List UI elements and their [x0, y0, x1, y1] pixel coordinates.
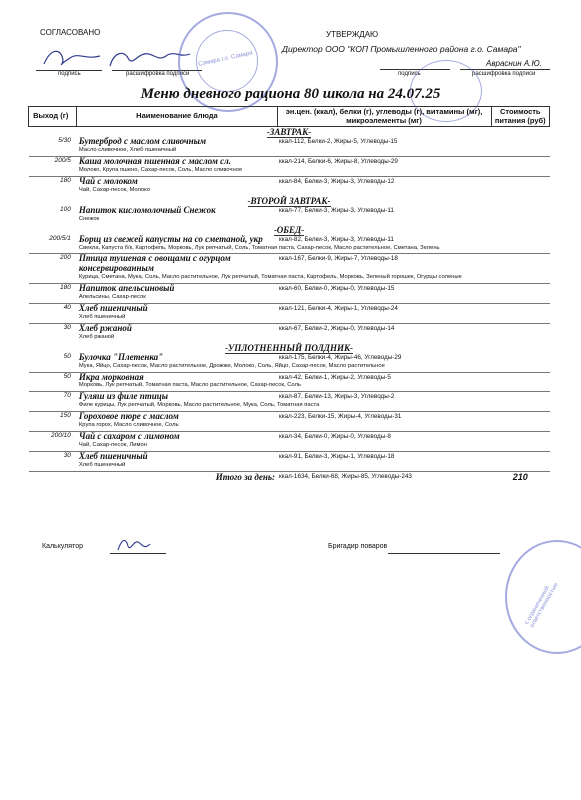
item-output: 180: [29, 284, 77, 294]
menu-item-row: [29, 392, 550, 402]
spacer: [29, 442, 77, 451]
item-nutrition: ккал-214, Белки-6, Жиры-8, Углеводы-29: [277, 157, 491, 167]
spacer: [29, 245, 77, 254]
spacer: [29, 294, 77, 303]
item-ingredients: Хлеб ржаной: [78, 333, 115, 340]
spacer: [29, 147, 77, 156]
item-price: [491, 372, 550, 382]
spacer: [29, 314, 77, 323]
item-output: 50: [63, 352, 71, 360]
menu-item-row: [29, 157, 550, 167]
item-name: Хлеб ржаной: [77, 323, 277, 333]
item-output: 200/5: [29, 157, 77, 167]
menu-item-row: [29, 451, 550, 461]
item-nutrition: ккал-77, Белки-3, Жиры-3, Углеводы-11: [279, 206, 394, 214]
item-price: [491, 284, 550, 294]
item-price: [491, 254, 550, 274]
section-title: -ОБЕД-: [273, 224, 305, 235]
item-name: Хлеб пшеничный: [77, 304, 277, 314]
item-nutrition: ккал-112, Белки-2, Жиры-5, Углеводы-15: [279, 138, 398, 146]
item-price: [491, 157, 550, 167]
item-output: 30: [29, 323, 77, 333]
item-nutrition: ккал-60, Белки-0, Жиры-0, Углеводы-15: [277, 284, 491, 294]
approver-role: Директор ООО "КОП Промышленного района г.о. Самара": [282, 44, 521, 54]
item-ingredients: Мука, Яйцо, Сахар-песок, Масло растительное, Дрожжи, Молоко, Соль, Яйцо, Сахар-песок, Масло растительное: [78, 362, 385, 369]
menu-table: [28, 106, 550, 482]
item-name: Гуляш из филе птицы: [77, 392, 277, 402]
item-price: [491, 137, 550, 147]
spacer: [29, 382, 77, 391]
item-price: [491, 304, 550, 314]
section-title: -ВТОРОЙ ЗАВТРАК-: [247, 195, 331, 206]
item-nutrition: ккал-87, Белки-13, Жиры-3, Углеводы-2: [277, 392, 491, 402]
menu-item-row: [29, 323, 550, 333]
item-price: [491, 235, 550, 245]
item-ingredients: Филе курицы, Лук репчатый, Морковь, Масло растительное, Мука, Соль, Томатная паста: [78, 402, 320, 409]
spacer: [29, 274, 77, 283]
item-name: Борщ из свежей капусты на со сметаной, укр: [78, 233, 263, 244]
menu-item-ingredients-row: [29, 363, 550, 372]
spacer: [29, 334, 77, 343]
item-ingredients: Чай, Сахар-песок, Молоко: [78, 186, 150, 193]
item-output: 40: [29, 304, 77, 314]
spacer: [29, 462, 77, 471]
spacer: [29, 363, 77, 372]
item-output: 200/5/1: [49, 234, 71, 242]
signature-caption: подпись: [398, 71, 421, 77]
menu-item-row: [29, 304, 550, 314]
item-price: [491, 432, 550, 442]
spacer: [29, 422, 77, 431]
item-nutrition: ккал-167, Белки-9, Жиры-7, Углеводы-18: [277, 254, 491, 274]
signature-caption: подпись: [58, 71, 81, 77]
item-nutrition: ккал-67, Белки-2, Жиры-0, Углеводы-14: [277, 323, 491, 333]
item-name: Чай с молоком: [77, 176, 277, 186]
item-price: [491, 451, 550, 461]
item-ingredients: Морковь, Лук репчатый, Томатная паста, Масло растительное, Сахар-песок, Соль: [78, 382, 301, 389]
item-price: [491, 392, 550, 402]
signature-decoding-caption: расшифровка подписи: [126, 71, 190, 77]
item-output: 200: [29, 254, 77, 274]
item-name: Икра морковная: [77, 372, 277, 382]
menu-item-ingredients-row: [29, 314, 550, 323]
calculator-label: Калькулятор: [42, 543, 83, 550]
item-ingredients: Крупа горох, Масло сливочное, Соль: [78, 422, 179, 429]
item-name: Чай с сахаром с лимоном: [77, 432, 277, 442]
item-name: Каша молочная пшенная с маслом сл.: [77, 157, 277, 167]
item-nutrition: ккал-121, Белки-4, Жиры-1, Углеводы-24: [277, 304, 491, 314]
item-name: Напиток апельсиновый: [77, 284, 277, 294]
column-header-values: эн.цен. (ккал), белки (г), углеводы (г), витамины (мг), микроэлементы (мг): [277, 107, 491, 127]
approver-name: Авраснин А.Ю.: [486, 59, 542, 68]
total-price: 210: [491, 471, 550, 482]
item-name: Бутерброд с маслом сливочным: [78, 136, 206, 147]
item-output: 30: [29, 451, 77, 461]
total-label: Итого за день:: [29, 471, 278, 482]
item-output: 200/10: [29, 432, 77, 442]
item-output: 50: [29, 372, 77, 382]
section-title: -УПЛОТНЕННЫЙ ПОЛДНИК-: [224, 342, 354, 353]
spacer: [29, 167, 77, 176]
menu-item-row: [29, 235, 550, 245]
signature-decoding-caption: расшифровка подписи: [472, 71, 536, 77]
item-ingredients: Курица, Сметана, Мука, Соль, Масло растительное, Лук репчатый, Томатная паста, Картофель, Морковь, Зеленый горошек, Огурцы соленые: [78, 274, 462, 281]
item-ingredients: Чай, Сахар-песок, Лимон: [78, 442, 147, 448]
item-name: Птица тушеная с овощами с огурцом консервированным: [77, 254, 277, 274]
spacer: [29, 216, 77, 225]
item-nutrition: ккал-223, Белки-15, Жиры-4, Углеводы-31: [277, 412, 491, 422]
item-output: 70: [29, 392, 77, 402]
menu-item-row: [29, 432, 550, 442]
menu-item-row: [29, 353, 550, 363]
menu-item-row: [29, 372, 550, 382]
menu-item-row: [29, 254, 550, 274]
item-price: [491, 353, 550, 363]
column-header-output: Выход (г): [29, 107, 77, 127]
chef-signature-line: [388, 553, 500, 554]
menu-item-row: [29, 284, 550, 294]
menu-item-row: [29, 412, 550, 422]
spacer: [29, 187, 77, 196]
item-price: [491, 176, 550, 186]
item-name: Гороховое пюре с маслом: [77, 412, 277, 422]
column-header-name: Наименование блюда: [77, 107, 277, 127]
item-output: 150: [29, 412, 77, 422]
page-title: Меню дневного рациона 80 школа на 24.07.25: [140, 86, 441, 102]
column-header-price: Стоимость питания (руб): [491, 107, 550, 127]
menu-item-row: [29, 176, 550, 186]
item-name: Булочка "Плетенка": [78, 351, 164, 362]
item-nutrition: ккал-42, Белки-1, Жиры-2, Углеводы-5: [277, 372, 491, 382]
item-name: Напиток кисломолочный Снежок: [78, 204, 216, 215]
menu-body: [29, 127, 550, 482]
spacer: [29, 402, 77, 411]
official-stamp-text: Самара г.о. Самара: [197, 50, 254, 68]
menu-item-ingredients-row: [29, 462, 550, 471]
item-ingredients: Хлеб пшеничный: [78, 313, 126, 320]
item-nutrition: ккал-91, Белки-3, Жиры-1, Углеводы-18: [277, 451, 491, 461]
total-values: ккал-1634, Белки-68, Жиры-85, Углеводы-243: [277, 471, 491, 482]
approval-right-label: УТВЕРЖДАЮ: [326, 30, 379, 39]
item-ingredients: Снежок: [78, 215, 100, 222]
company-stamp-text: с ограниченной ответственностью: [524, 582, 560, 629]
handwritten-signature-calculator: [116, 536, 152, 554]
item-nutrition: ккал-82, Белки-3, Жиры-3, Углеводы-11: [279, 235, 394, 243]
item-nutrition: ккал-175, Белки-4, Жиры-46, Углеводы-29: [279, 353, 402, 361]
item-ingredients: Свекла, Капуста б/к, Картофель, Морковь, Лук репчатый, Соль, Томатная паста, Сахар-песок, Масло растительное, Сметана, Зелень: [78, 244, 440, 251]
item-nutrition: ккал-84, Белки-3, Жиры-3, Углеводы-12: [277, 176, 491, 186]
item-price: [491, 412, 550, 422]
item-ingredients: Молоко, Крупа пшено, Сахар-песок, Соль, Масло сливочное: [78, 166, 243, 173]
menu-item-ingredients-row: [29, 334, 550, 343]
item-output: 100: [60, 205, 71, 213]
total-row: [29, 471, 550, 482]
section-title: -ЗАВТРАК-: [266, 127, 312, 138]
item-name: Хлеб пшеничный: [77, 451, 277, 461]
item-output: 180: [29, 176, 77, 186]
item-ingredients: Масло сливочное, Хлеб пшеничный: [78, 147, 177, 154]
menu-item-ingredients-row: [29, 216, 550, 225]
item-price: [491, 323, 550, 333]
approval-left-label: СОГЛАСОВАНО: [40, 28, 101, 37]
menu-item-row: [29, 137, 550, 147]
item-price: [491, 206, 550, 216]
signature-decoding-line: [460, 69, 550, 70]
item-nutrition: ккал-34, Белки-0, Жиры-0, Углеводы-8: [277, 432, 491, 442]
item-ingredients: Хлеб пшеничный: [78, 461, 126, 468]
item-output: 5/30: [58, 137, 71, 145]
chef-label: Бригадир поваров: [328, 543, 388, 550]
menu-item-ingredients-row: [29, 187, 550, 196]
item-ingredients: Апельсины, Сахар-песок: [78, 294, 146, 301]
menu-item-row: [29, 206, 550, 216]
